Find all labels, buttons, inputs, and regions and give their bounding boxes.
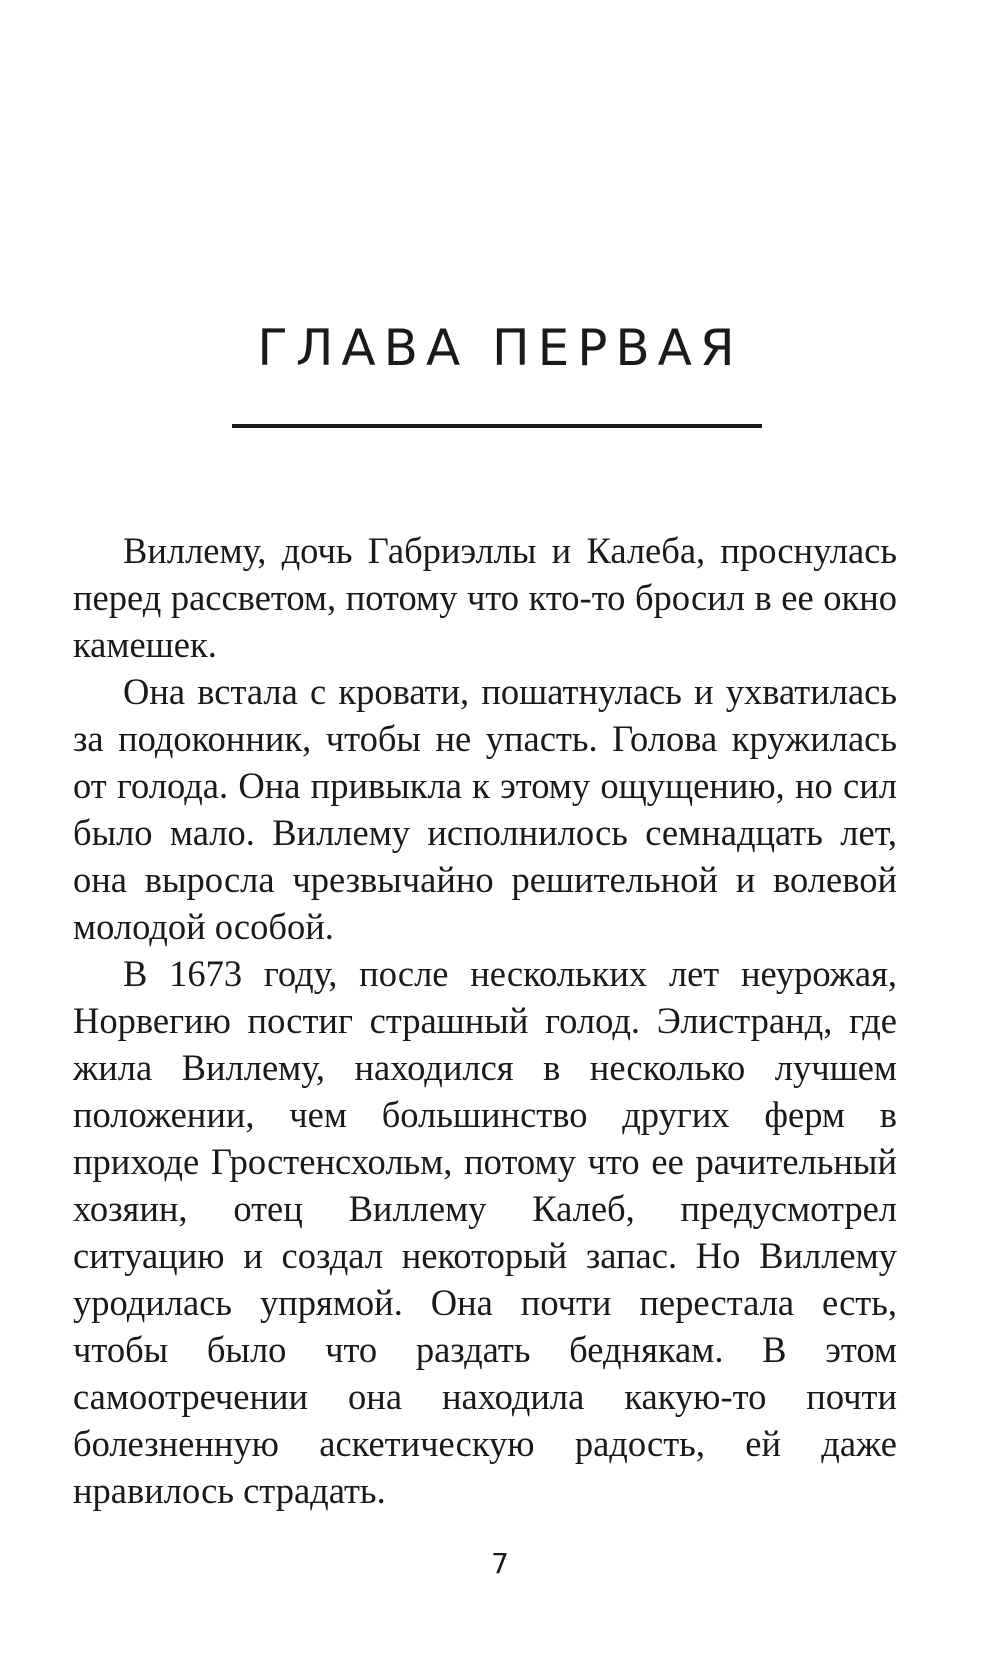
paragraph-1: Виллему, дочь Габриэллы и Калеба, проснулась перед рассветом, потому что кто-то бросил в ее окно камешек. <box>73 530 897 665</box>
paragraph-2: Она встала с кровати, пошатнулась и ухватилась за подоконник, чтобы не упасть. Голова кружилась от голода. Она привыкла к этому ощущению, но сил было мало. Виллему исполнилось семнадцать лет, она выросла чрезвычайно решительной и волевой молодой особой. <box>73 671 897 947</box>
paragraph-3: В 1673 году, после нескольких лет неурожая, Норвегию постиг страшный голод. Элистранд, где жила Виллему, находился в несколько лучшем положении, чем большинство других ферм в приходе Гростенсхольм, потому что ее рачительный хозяин, отец Виллему Калеб, предусмотрел ситуацию и создал некоторый запас. Но Виллему уродилась упрямой. Она почти перестала есть, чтобы было что раздать беднякам. В этом самоотречении она находила какую-то почти болезненную аскетическую радость, ей даже нравилось страдать. <box>73 953 897 1511</box>
chapter-title: ГЛАВА ПЕРВАЯ <box>257 319 743 377</box>
title-divider <box>232 424 762 428</box>
page-number: 7 <box>491 1547 509 1580</box>
chapter-body <box>73 527 897 1514</box>
